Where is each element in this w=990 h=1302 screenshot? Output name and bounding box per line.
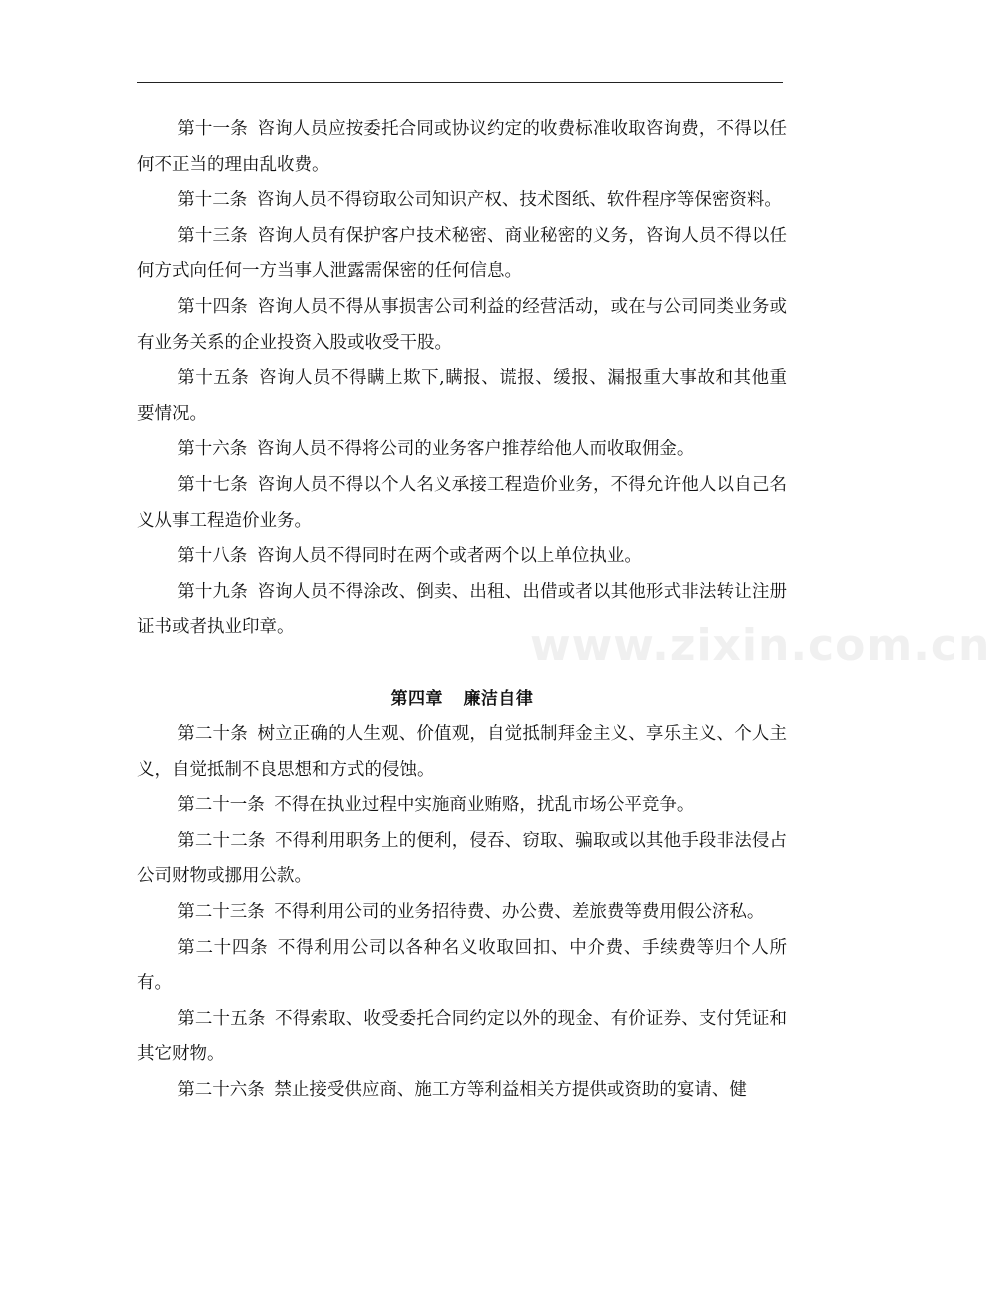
article-paragraph xyxy=(137,539,787,575)
article-paragraph xyxy=(137,717,787,788)
article-number: 第十八条 xyxy=(177,546,248,567)
article-paragraph xyxy=(137,1073,787,1109)
chapter-name: 廉洁自律 xyxy=(463,688,534,709)
article-text: 不得索取、收受委托合同约定以外的现金、有价证券、支付凭证和其它财物。 xyxy=(137,1008,788,1065)
article-text: 不得利用职务上的便利，侵吞、窃取、骗取或以其他手段非法侵占公司财物或挪用公款。 xyxy=(137,830,788,887)
article-text: 不得利用公司以各种名义收取回扣、中介费、手续费等归个人所有。 xyxy=(137,937,788,994)
article-paragraph xyxy=(137,468,787,539)
article-number: 第二十六条 xyxy=(177,1080,265,1101)
article-paragraph xyxy=(137,931,787,1002)
article-paragraph xyxy=(137,112,787,183)
article-text: 不得在执业过程中实施商业贿赂，扰乱市场公平竞争。 xyxy=(274,795,695,816)
article-text: 咨询人员不得瞒上欺下,瞒报、谎报、缓报、漏报重大事故和其他重要情况。 xyxy=(137,368,788,424)
article-text: 不得利用公司的业务招待费、办公费、差旅费等费用假公济私。 xyxy=(274,902,765,923)
article-text: 咨询人员不得同时在两个或者两个以上单位执业。 xyxy=(256,546,642,567)
article-text: 咨询人员不得窃取公司知识产权、技术图纸、软件程序等保密资料。 xyxy=(256,190,782,211)
article-number: 第十四条 xyxy=(177,296,248,317)
article-text: 咨询人员不得涂改、倒卖、出租、出借或者以其他形式非法转让注册证书或者执业印章。 xyxy=(137,581,788,638)
article-number: 第十二条 xyxy=(177,190,248,211)
article-paragraph xyxy=(137,895,787,931)
article-number: 第十七条 xyxy=(177,474,248,495)
section-gap xyxy=(137,646,787,682)
article-paragraph xyxy=(137,575,787,646)
chapter-title xyxy=(137,682,787,718)
article-number: 第十一条 xyxy=(177,119,248,139)
article-number: 第二十五条 xyxy=(177,1008,266,1029)
article-paragraph xyxy=(137,361,787,432)
article-number: 第二十二条 xyxy=(177,830,266,851)
watermark: www.zixin.com.cn xyxy=(530,620,990,671)
article-text: 咨询人员不得从事损害公司利益的经营活动，或在与公司同类业务或有业务关系的企业投资入股或收受干股。 xyxy=(137,296,788,353)
article-number: 第十六条 xyxy=(177,439,248,460)
article-text: 禁止接受供应商、施工方等利益相关方提供或资助的宴请、健 xyxy=(274,1080,747,1101)
article-number: 第二十四条 xyxy=(177,937,269,958)
article-number: 第二十条 xyxy=(177,724,248,745)
chapter-number: 第四章 xyxy=(390,688,444,709)
article-paragraph xyxy=(137,290,787,361)
article-text: 咨询人员不得以个人名义承接工程造价业务，不得允许他人以自己名义从事工程造价业务。 xyxy=(137,474,788,531)
article-number: 第十三条 xyxy=(177,225,248,246)
article-number: 第二十三条 xyxy=(177,902,265,923)
article-number: 第二十一条 xyxy=(177,795,265,816)
article-text: 咨询人员不得将公司的业务客户推荐给他人而收取佣金。 xyxy=(256,439,695,460)
article-paragraph xyxy=(137,219,787,290)
articles-section-chapter-3 xyxy=(137,112,787,646)
article-number: 第十五条 xyxy=(177,368,250,389)
article-paragraph xyxy=(137,824,787,895)
article-text: 咨询人员应按委托合同或协议约定的收费标准收取咨询费，不得以任何不正当的理由乱收费。 xyxy=(137,119,788,175)
header-rule xyxy=(137,82,783,83)
article-paragraph xyxy=(137,788,787,824)
articles-section-chapter-4 xyxy=(137,717,787,1109)
article-paragraph xyxy=(137,183,787,219)
article-text: 树立正确的人生观、价值观，自觉抵制拜金主义、享乐主义、个人主义，自觉抵制不良思想和方式的侵蚀。 xyxy=(137,724,788,780)
article-text: 咨询人员有保护客户技术秘密、商业秘密的义务，咨询人员不得以任何方式向任何一方当事人泄露需保密的任何信息。 xyxy=(137,225,788,282)
article-paragraph xyxy=(137,432,787,468)
article-paragraph xyxy=(137,1002,787,1073)
article-number: 第十九条 xyxy=(177,581,248,602)
document-body xyxy=(137,112,787,1109)
